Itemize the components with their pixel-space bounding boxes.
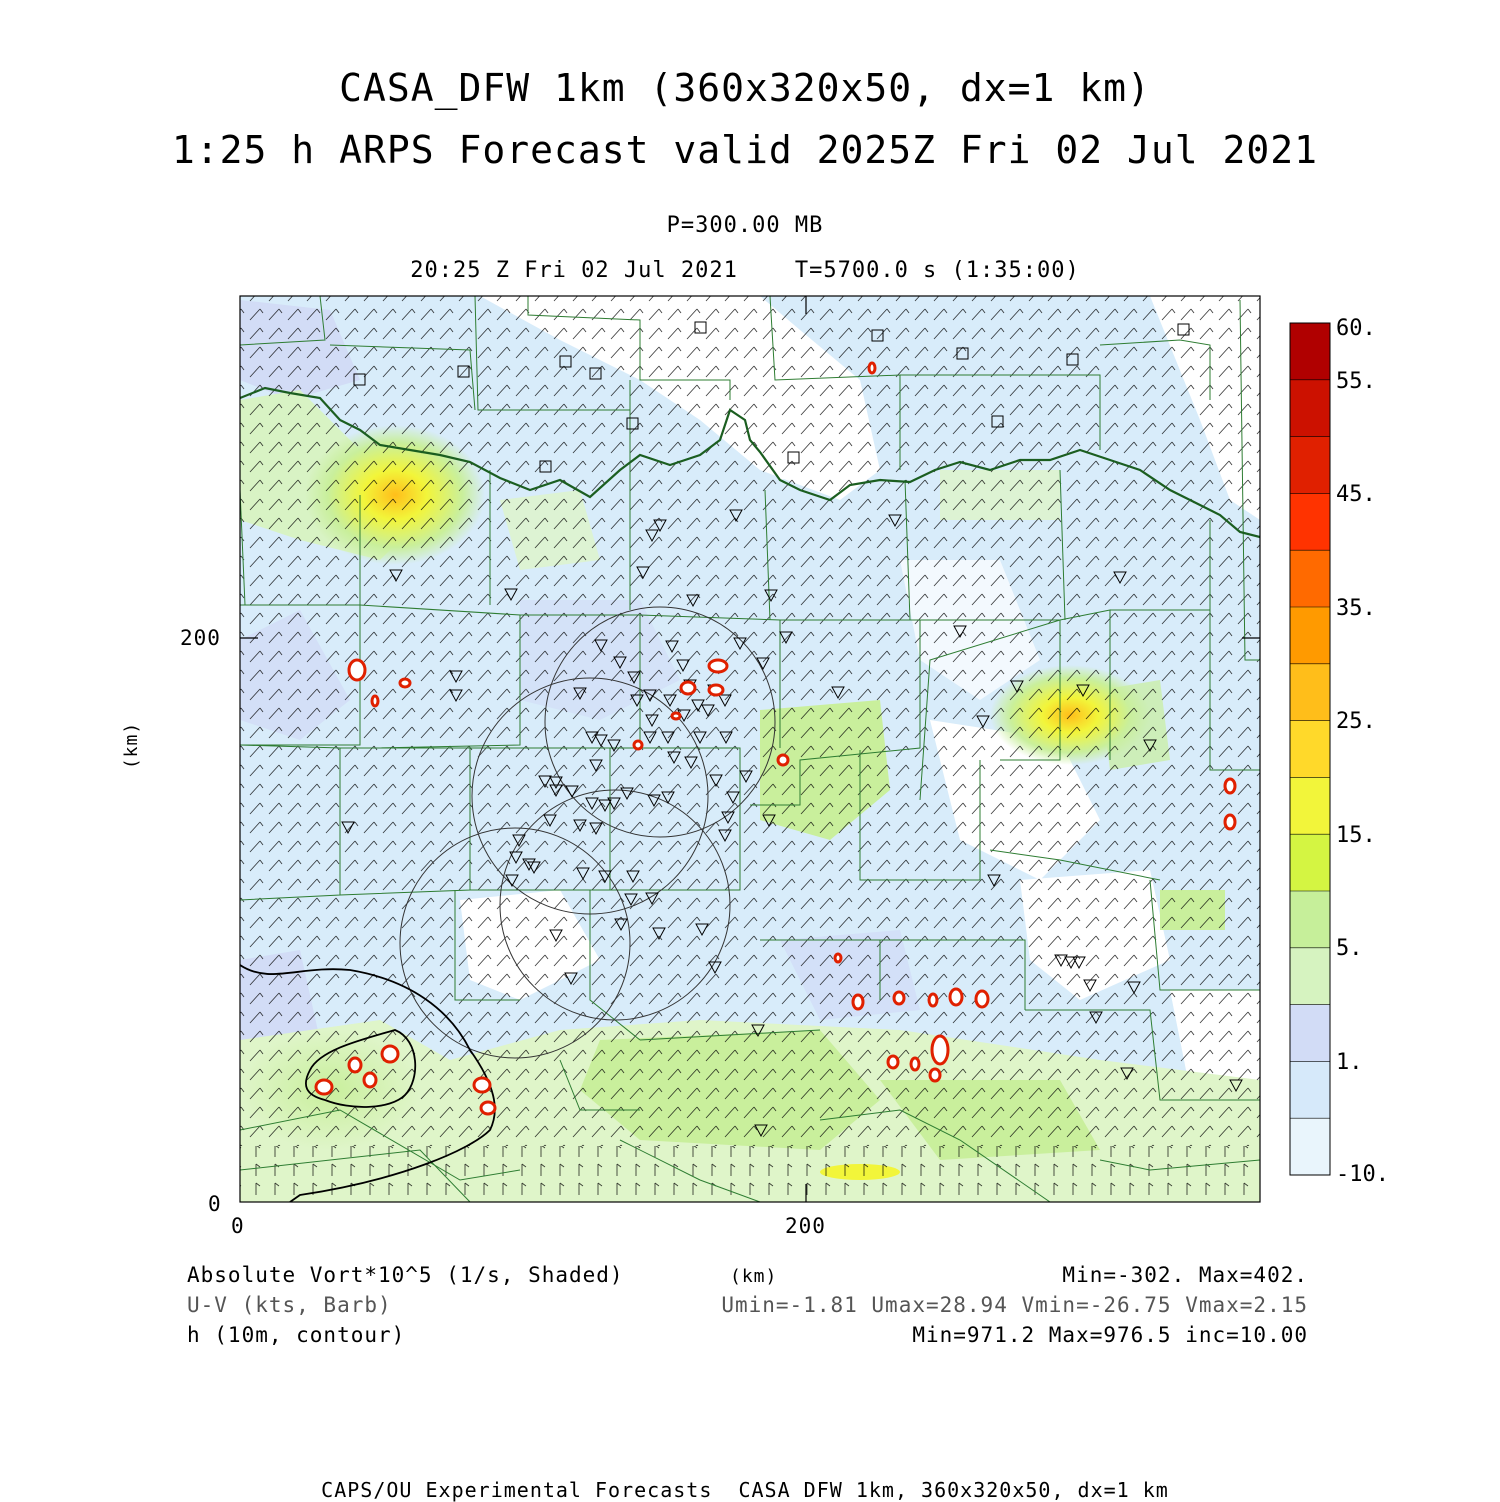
colorbar-segment: [1290, 493, 1330, 550]
stats-height: Min=971.2 Max=976.5 inc=10.00: [912, 1323, 1308, 1347]
y-axis-label: (km): [121, 721, 143, 770]
colorbar-segment: [1290, 1118, 1330, 1175]
colorbar-label: 25.: [1336, 709, 1376, 734]
colorbar-label: 1.: [1336, 1050, 1363, 1075]
stats-wind: Umin=-1.81 Umax=28.94 Vmin=-26.75 Vmax=2.15: [721, 1293, 1308, 1317]
colorbar-label: 5.: [1336, 936, 1363, 961]
colorbar-segment: [1290, 891, 1330, 948]
x-tick-200: 200: [785, 1214, 826, 1238]
y-tick-0: 0: [208, 1192, 222, 1216]
map-subtitle: 1:25 h ARPS Forecast valid 2025Z Fri 02 Jul 2021: [171, 128, 1319, 172]
valid-time: 20:25 Z Fri 02 Jul 2021 T=5700.0 s (1:35:00): [410, 258, 1080, 283]
colorbar-label: 15.: [1336, 823, 1376, 848]
colorbar-segment: [1290, 437, 1330, 494]
colorbar-segment: [1290, 1005, 1330, 1062]
x-axis-label: (km): [730, 1266, 778, 1287]
colorbar-label: 35.: [1336, 596, 1376, 621]
map-title: CASA_DFW 1km (360x320x50, dx=1 km): [339, 66, 1151, 110]
colorbar-segment: [1290, 607, 1330, 664]
colorbar-segment: [1290, 1061, 1330, 1118]
colorbar-segment: [1290, 777, 1330, 834]
x-tick-0: 0: [231, 1214, 245, 1238]
legend-field-height: h (10m, contour): [187, 1323, 406, 1347]
colorbar-label: 45.: [1336, 482, 1376, 507]
colorbar-segment: [1290, 834, 1330, 891]
wind-barbs: [240, 296, 1260, 1202]
colorbar-label: -10.: [1336, 1162, 1389, 1187]
colorbar-segment: [1290, 323, 1330, 380]
legend-field-wind: U-V (kts, Barb): [187, 1293, 392, 1317]
colorbar-segment: [1290, 550, 1330, 607]
colorbar-label: 55.: [1336, 369, 1376, 394]
colorbar-segment: [1290, 948, 1330, 1005]
colorbar-segment: [1290, 664, 1330, 721]
colorbar: [1290, 323, 1330, 1176]
stats-vorticity: Min=-302. Max=402.: [1062, 1263, 1308, 1287]
legend-field-vorticity: Absolute Vort*10^5 (1/s, Shaded): [187, 1263, 624, 1287]
colorbar-label: 60.: [1336, 316, 1376, 341]
y-tick-200: 200: [180, 626, 221, 650]
colorbar-segment: [1290, 721, 1330, 778]
colorbar-segment: [1290, 380, 1330, 437]
footer-credit: CAPS/OU Experimental Forecasts CASA DFW 1km, 360x320x50, dx=1 km: [321, 1478, 1169, 1502]
pressure-level: P=300.00 MB: [666, 213, 824, 238]
